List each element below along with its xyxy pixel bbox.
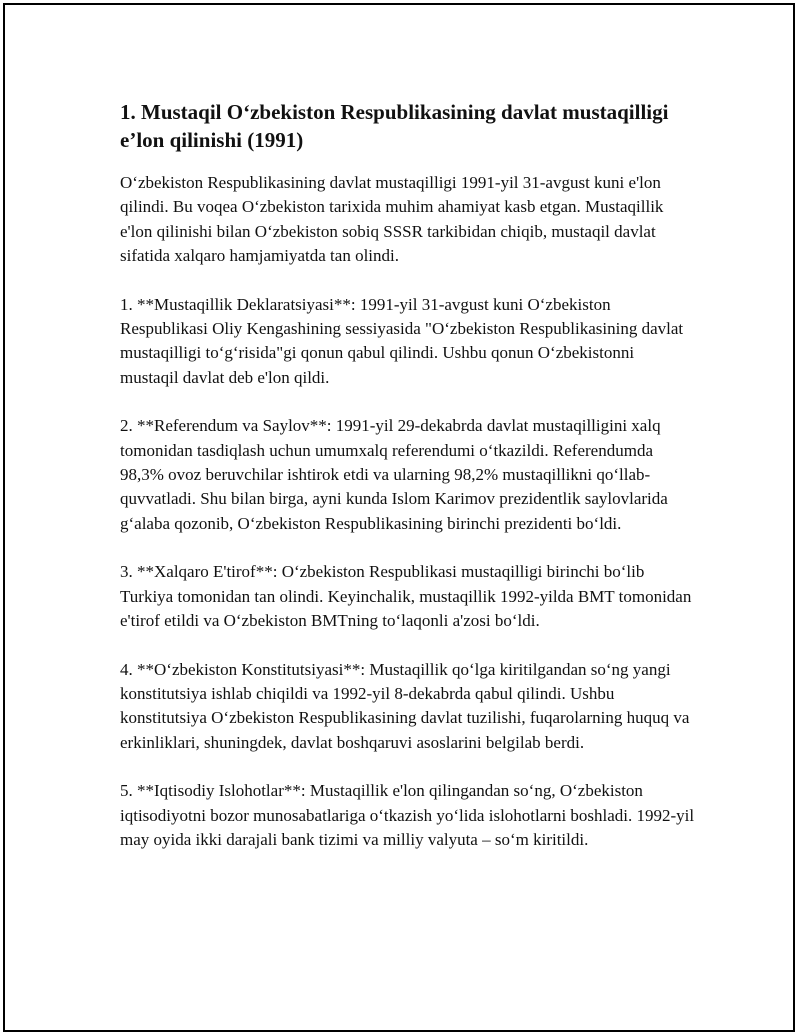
paragraph-recognition: 3. **Xalqaro E'tirof**: O‘zbekiston Respublikasi mustaqilligi birinchi bo‘lib Turkiya tomonidan tan olindi. Keyinchalik, mustaqillik 1992-yilda BMT tomonidan e'tirof etildi va O‘zbekiston BMTning to‘laqonli a'zosi bo‘ldi. — [120, 562, 692, 631]
document-title: 1. Mustaqil O‘zbekiston Respublikasining davlat mustaqilligi e’lon qilinishi (1991) — [120, 100, 669, 152]
paragraph-referendum: 2. **Referendum va Saylov**: 1991-yil 29-dekabrda davlat mustaqilligini xalq tomonidan tasdiqlash uchun umumxalq referendumi o‘tkazildi. Referendumda 98,3% ovoz beruvchilar ishtirok etdi va ularning 98,2% mustaqillikni qo‘llab-quvvatladi. Shu bilan birga, ayni kunda Islom Karimov prezidentlik saylovlarida g‘alaba qozonib, O‘zbekiston Respublikasining birinchi prezidenti bo‘ldi. — [120, 416, 668, 533]
paragraph-declaration: 1. **Mustaqillik Deklaratsiyasi**: 1991-yil 31-avgust kuni O‘zbekiston Respublikasi Oliy Kengashining sessiyasida "O‘zbekiston Respublikasining davlat mustaqilligi to‘g‘risida"gi qonun qabul qilindi. Ushbu qonun O‘zbekistonni mustaqil davlat deb e'lon qildi. — [120, 294, 684, 387]
paragraph-constitution: 4. **O‘zbekiston Konstitutsiyasi**: Mustaqillik qo‘lga kiritilgandan so‘ng yangi konstitutsiya ishlab chiqildi va 1992-yil 8-dekabrda qabul qilindi. Ushbu konstitutsiya O‘zbekiston Respublikasining davlat tuzilishi, fuqarolarning huquq va erkinliklari, shuningdek, davlat boshqaruvi asoslarini belgilab berdi. — [120, 659, 690, 752]
intro-paragraph: O‘zbekiston Respublikasining davlat mustaqilligi 1991-yil 31-avgust kuni e'lon qilindi. Bu voqea O‘zbekiston tarixida muhim ahamiyat kasb etgan. Mustaqillik e'lon qilinishi bilan O‘zbekiston sobiq SSSR tarkibidan chiqib, mustaqil davlat sifatida xalqaro hamjamiyatda tan olindi. — [120, 173, 664, 266]
page-frame — [3, 3, 795, 1032]
document-body — [120, 98, 695, 876]
paragraph-reforms: 5. **Iqtisodiy Islohotlar**: Mustaqillik e'lon qilingandan so‘ng, O‘zbekiston iqtisodiyotni bozor munosabatlariga o‘tkazish yo‘lida islohotlarni boshladi. 1992-yil may oyida ikki darajali bank tizimi va milliy valyuta – so‘m kiritildi. — [120, 781, 695, 849]
